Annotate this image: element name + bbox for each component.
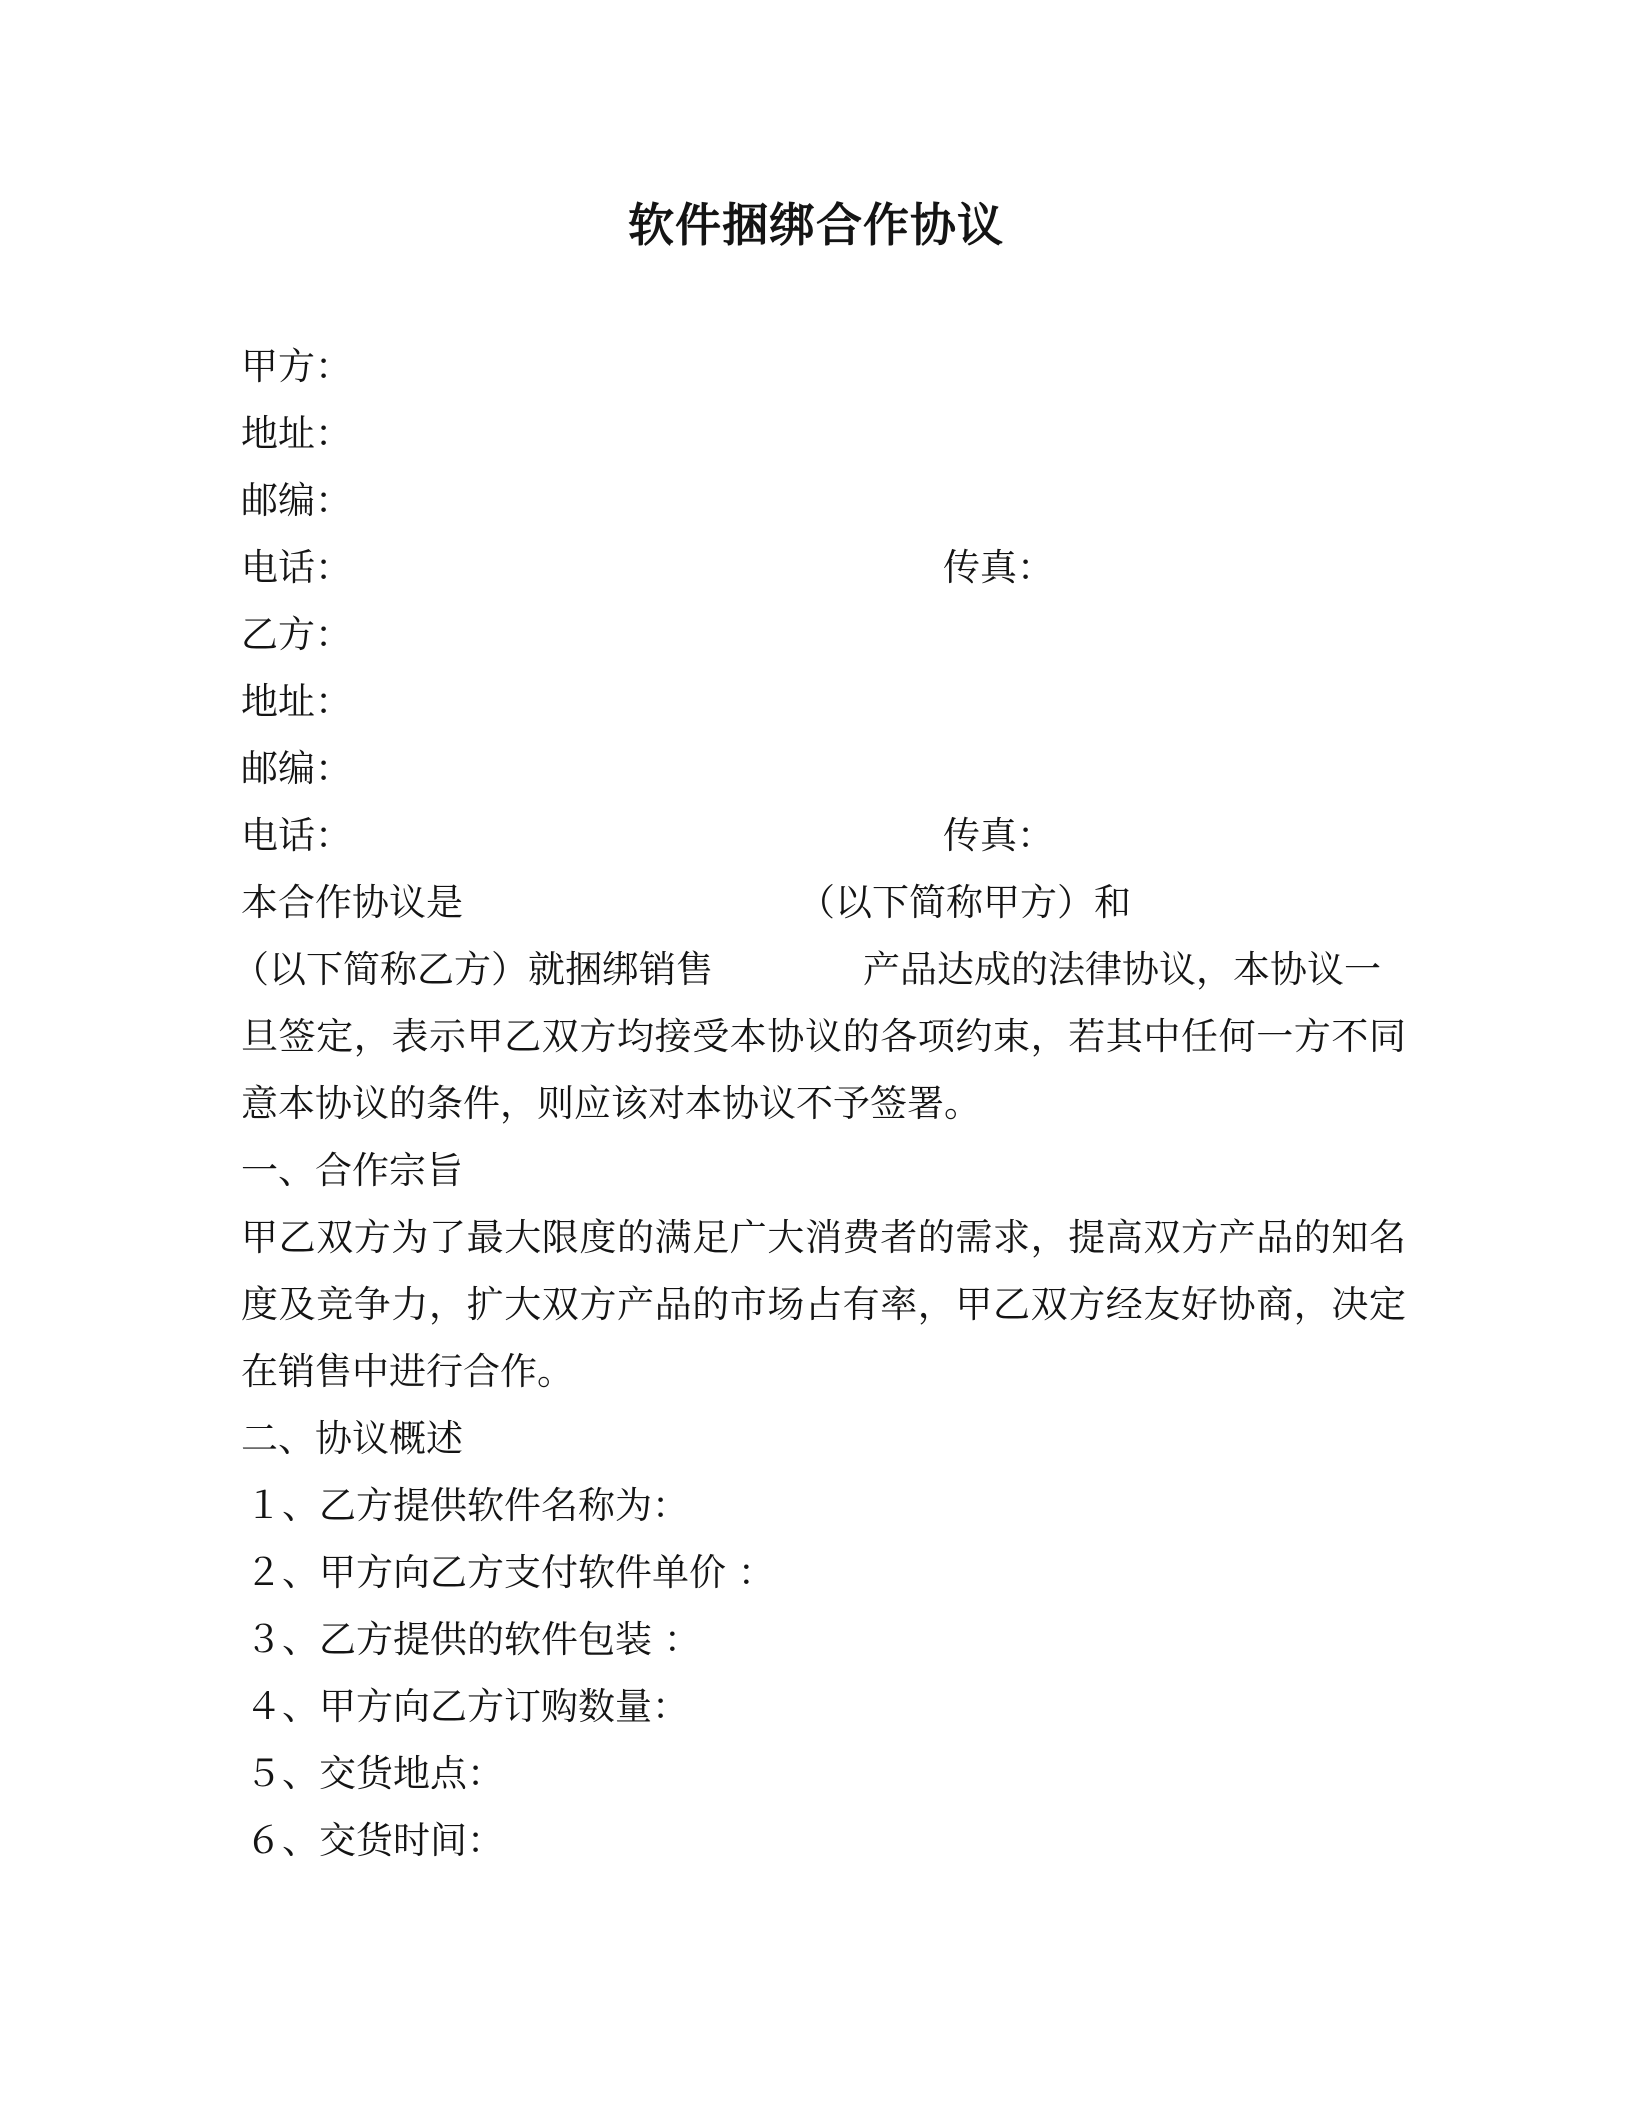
section-1-line-3: 在销售中进行合作。 xyxy=(241,1350,574,1393)
party-a-phone-label: 电话： xyxy=(241,546,352,589)
list-item: ３、乙方提供的软件包装 ： xyxy=(245,1618,701,1661)
section-1-line-2: 度及竞争力，扩大双方产品的市场占有率，甲乙双方经友好协商，决定 xyxy=(241,1283,1407,1326)
list-item: １、乙方提供软件名称为： xyxy=(245,1484,689,1527)
intro-line-3: 旦签定，表示甲乙双方均接受本协议的各项约束，若其中任何一方不同 xyxy=(241,1015,1407,1058)
list-item: ４、甲方向乙方订购数量： xyxy=(245,1685,689,1728)
list-item: ５、交货地点： xyxy=(245,1752,504,1795)
party-a-address-label: 地址： xyxy=(241,412,352,455)
party-b-fax-label: 传真： xyxy=(943,814,1054,857)
list-item: ２、甲方向乙方支付软件单价 ： xyxy=(245,1551,775,1594)
section-2-heading: 二、协议概述 xyxy=(241,1417,463,1460)
intro-line-2-end: 产品达成的法律协议，本协议一 xyxy=(863,948,1381,991)
intro-line-2 xyxy=(232,945,1381,995)
party-b-phone-label: 电话： xyxy=(241,814,352,857)
party-a-fax-label: 传真： xyxy=(943,546,1054,589)
party-a-name-label: 甲方： xyxy=(241,345,352,388)
party-b-postcode-label: 邮编： xyxy=(241,747,352,790)
section-1-line-1: 甲乙双方为了最大限度的满足广大消费者的需求，提高双方产品的知名 xyxy=(241,1216,1407,1259)
party-b-name-label: 乙方： xyxy=(241,613,352,656)
intro-line-1-end: （以下简称甲方）和 xyxy=(798,881,1131,924)
intro-line-1 xyxy=(241,878,1131,928)
list-item: ６、交货时间： xyxy=(245,1819,504,1862)
party-b-address-label: 地址： xyxy=(241,680,352,723)
intro-line-4: 意本协议的条件，则应该对本协议不予签署。 xyxy=(241,1082,981,1125)
intro-line-2-start: （以下简称乙方）就捆绑销售 xyxy=(232,948,713,991)
intro-line-1-start: 本合作协议是 xyxy=(241,881,463,924)
party-a-postcode-label: 邮编： xyxy=(241,479,352,522)
section-1-heading: 一、合作宗旨 xyxy=(241,1149,463,1192)
page-title: 软件捆绑合作协议 xyxy=(628,198,1004,252)
